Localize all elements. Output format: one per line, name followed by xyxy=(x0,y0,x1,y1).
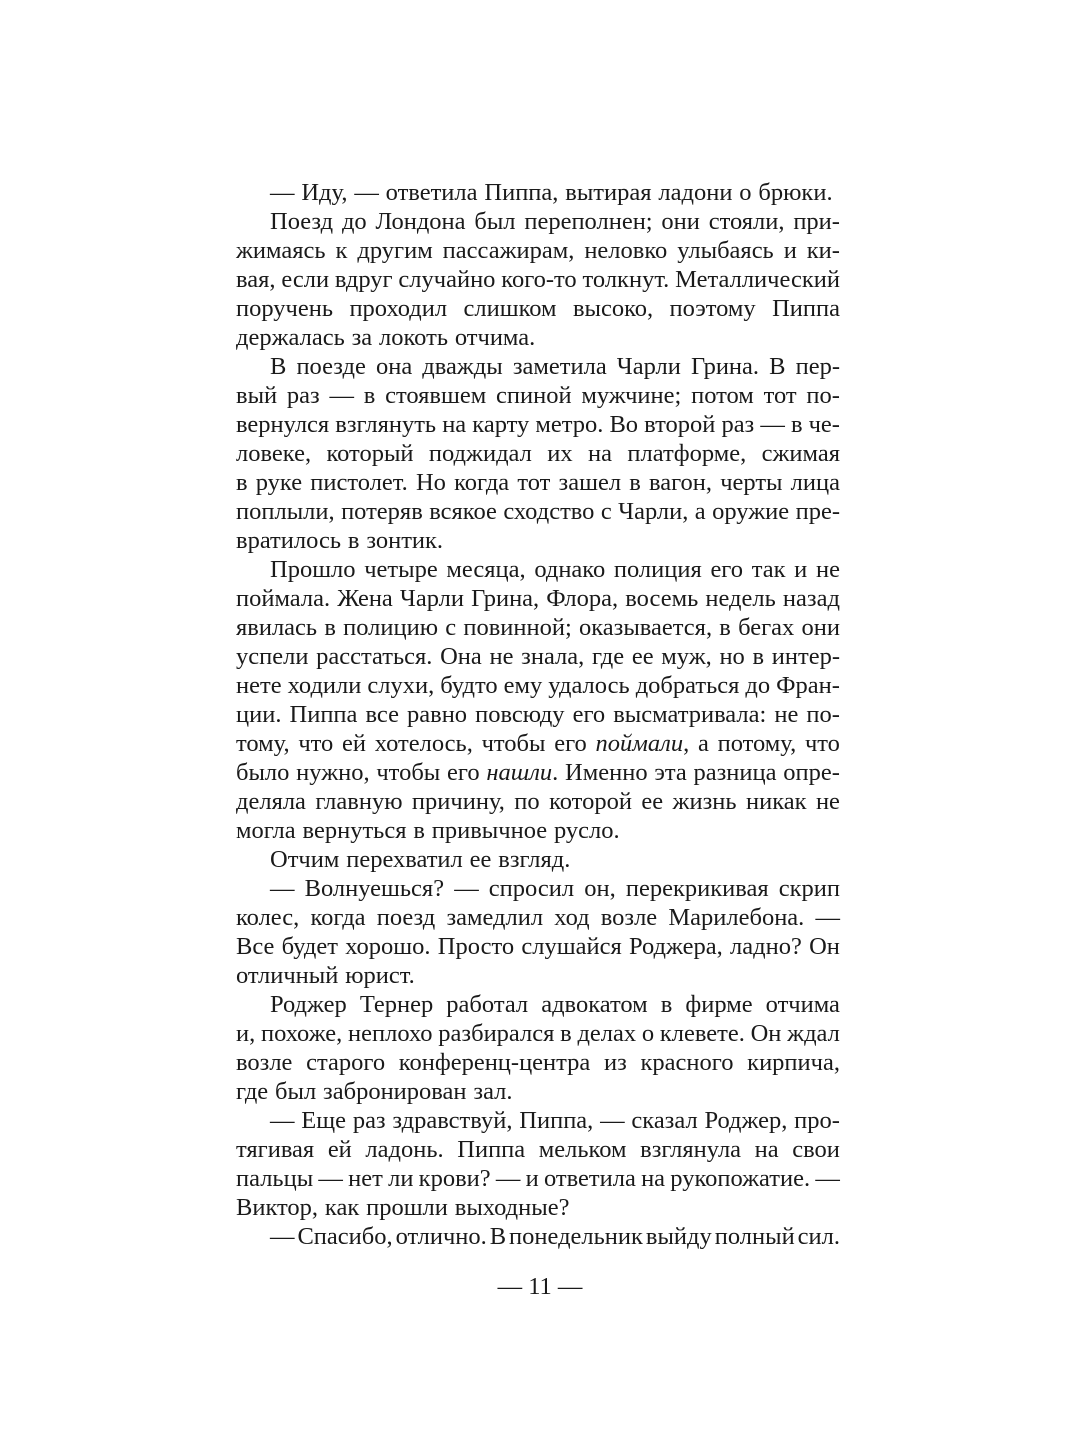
text-line: вая, если вдруг случайно кого-то толкнут. Металлический xyxy=(236,266,840,293)
text-line: ции. Пиппа все равно повсюду его высматривала: не по- xyxy=(236,701,840,728)
text-line: в руке пистолет. Но когда тот зашел в вагон, черты лица xyxy=(236,469,840,496)
text-line: поймала. Жена Чарли Грина, Флора, восемь недель назад xyxy=(236,585,840,612)
text-line: вернулся взглянуть на карту метро. Во второй раз — в че- xyxy=(236,411,840,438)
text-line: было нужно, чтобы его нашли. Именно эта разница опре- xyxy=(236,759,840,786)
text-line: — Еще раз здравствуй, Пиппа, — сказал Роджер, про- xyxy=(270,1107,840,1134)
text-line: жимаясь к другим пассажирам, неловко улыбаясь и ки- xyxy=(236,237,840,264)
text-line: успели расстаться. Она не знала, где ее муж, но в интер- xyxy=(236,643,840,670)
text-line: Поезд до Лондона был переполнен; они стояли, при- xyxy=(270,208,840,235)
text-line: деляла главную причину, по которой ее жизнь никак не xyxy=(236,788,840,815)
text-line: поручень проходил слишком высоко, поэтому Пиппа xyxy=(236,295,840,322)
text-line: вратилось в зонтик. xyxy=(236,527,444,554)
text-line: отличный юрист. xyxy=(236,962,415,989)
text-line: Все будет хорошо. Просто слушайся Роджера, ладно? Он xyxy=(236,933,840,960)
text-line: могла вернуться в привычное русло. xyxy=(236,817,620,844)
text-line: ловеке, который поджидал их на платформе, сжимая xyxy=(236,440,840,467)
text-line: Отчим перехватил ее взгляд. xyxy=(270,846,571,873)
text-line: — Спасибо, отлично. В понедельник выйду полный сил. xyxy=(270,1223,840,1250)
text-line: колес, когда поезд замедлил ход возле Марилебона. — xyxy=(236,904,840,931)
text-line: возле старого конференц-центра из красного кирпича, xyxy=(236,1049,840,1076)
text-line: явилась в полицию с повинной; оказывается, в бегах они xyxy=(236,614,840,641)
text-line: нете ходили слухи, будто ему удалось добраться до Фран- xyxy=(236,672,840,699)
text-line: — Иду, — ответила Пиппа, вытирая ладони о брюки. xyxy=(270,179,833,206)
text-line: тому, что ей хотелось, чтобы его поймали, а потому, что xyxy=(236,730,840,757)
text-line: Виктор, как прошли выходные? xyxy=(236,1194,570,1221)
text-line: и, похоже, неплохо разбирался в делах о клевете. Он ждал xyxy=(236,1020,840,1047)
page-number: — 11 — xyxy=(497,1273,583,1300)
text-line: Роджер Тернер работал адвокатом в фирме отчима xyxy=(270,991,840,1018)
text-line: В поезде она дважды заметила Чарли Грина. В пер- xyxy=(270,353,840,380)
text-line: держалась за локоть отчима. xyxy=(236,324,536,351)
text-line: Прошло четыре месяца, однако полиция его так и не xyxy=(270,556,840,583)
text-line: тягивая ей ладонь. Пиппа мельком взглянула на свои xyxy=(236,1136,840,1163)
body-text xyxy=(236,178,840,1251)
text-line: поплыли, потеряв всякое сходство с Чарли, а оружие пре- xyxy=(236,498,840,525)
text-line: пальцы — нет ли крови? — и ответила на рукопожатие. — xyxy=(236,1165,840,1192)
text-line: где был забронирован зал. xyxy=(236,1078,513,1105)
text-line: — Волнуешься? — спросил он, перекрикивая скрип xyxy=(270,875,840,902)
text-line: вый раз — в стоявшем спиной мужчине; потом тот по- xyxy=(236,382,840,409)
